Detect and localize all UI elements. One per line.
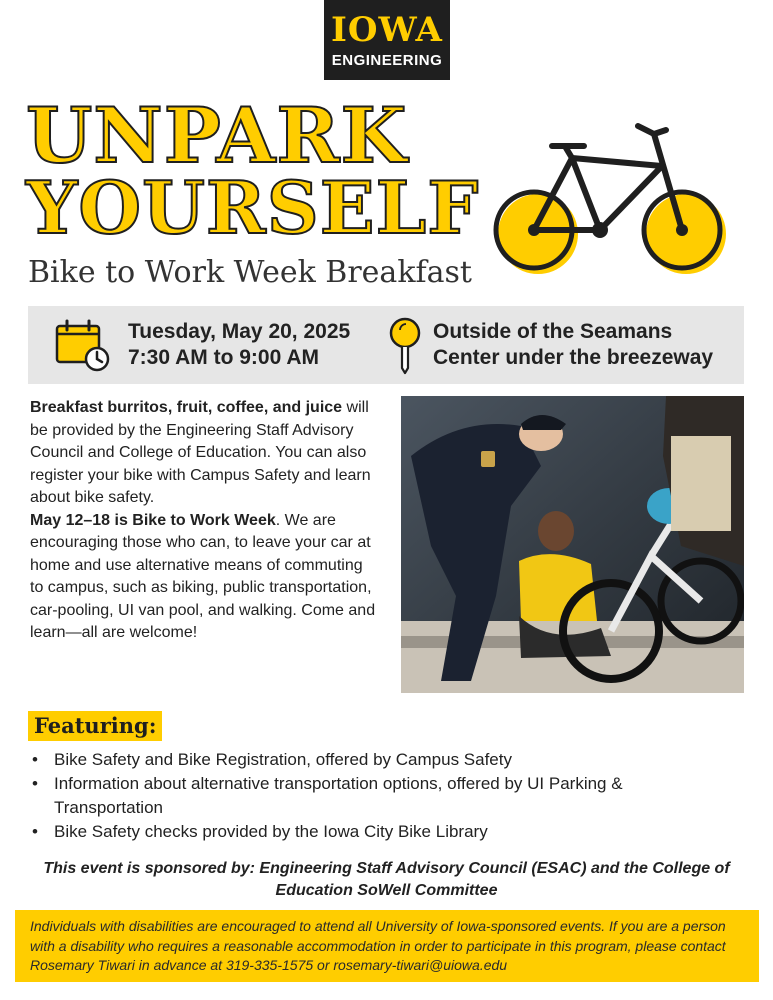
- event-photo: [401, 396, 744, 693]
- title-line-1: UNPARK: [26, 91, 408, 180]
- featuring-heading: Featuring:: [28, 711, 162, 741]
- bullet-icon: •: [32, 822, 38, 841]
- bullet-icon: •: [32, 750, 38, 769]
- event-description: [30, 397, 380, 645]
- calendar-clock-icon: [54, 319, 112, 373]
- location-line-2: Center under the breezeway: [433, 346, 714, 369]
- accessibility-statement: Individuals with disabilities are encouraged to attend all University of Iowa-sponsored events. If you are a person with a disability who requires a reasonable accommodation in order to participate in this program, please contact Rosemary Tiwari in advance at 319-335-1575 or rosemary-tiwari@uiowa.edu: [30, 918, 726, 973]
- map-pin-icon: [388, 316, 422, 376]
- event-time: 7:30 AM to 9:00 AM: [128, 346, 319, 369]
- list-item: • Bike Safety and Bike Registration, offered by Campus Safety: [28, 748, 728, 772]
- bullet-icon: •: [32, 774, 38, 793]
- list-item: • Bike Safety checks provided by the Iowa City Bike Library: [28, 820, 728, 844]
- title-line-2: YOURSELF: [26, 165, 480, 250]
- event-date: Tuesday, May 20, 2025: [128, 320, 351, 343]
- bicycle-icon: [492, 120, 740, 280]
- logo-subline: ENGINEERING: [331, 52, 443, 69]
- location-line-1: Outside of the Seamans: [433, 320, 673, 343]
- logo-wordmark: IOWA: [331, 10, 443, 50]
- description-text: will be provided by the Engineering Staff Advisory Council and College of Education. You can also register your bike with Campus Safety and learn about bike safety.: [30, 399, 371, 506]
- sponsor-statement: This event is sponsored by: Engineering Staff Advisory Council (ESAC) and the College of Education SoWell Committee: [43, 860, 730, 899]
- event-date-time: [128, 319, 350, 371]
- event-location: [433, 319, 713, 371]
- event-subtitle: Bike to Work Week Breakfast: [28, 255, 472, 290]
- iowa-engineering-logo: [324, 0, 450, 80]
- description-lead: Breakfast burritos, fruit, coffee, and juice: [30, 399, 343, 416]
- bike-week-text: . We are encouraging those who can, to leave your car at home and use alternative means of commuting to campus, such as biking, public transportation, car-pooling, UI van pool, and walking. Come and learn—all are welcome!: [30, 511, 376, 641]
- list-item: • Information about alternative transportation options, offered by UI Parking & Transportation: [32, 774, 623, 817]
- featuring-list: [28, 748, 728, 844]
- bike-week-lead: May 12–18 is Bike to Work Week: [30, 511, 276, 529]
